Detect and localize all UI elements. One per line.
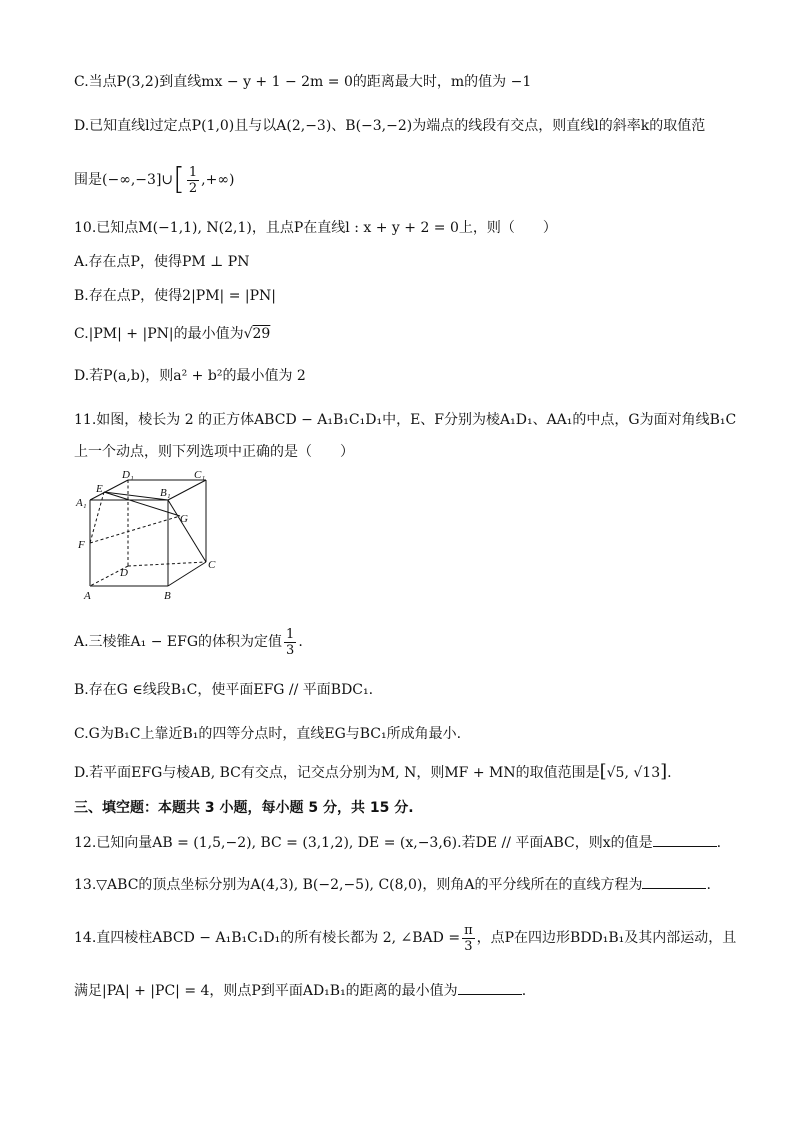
label-a1: A₁ — [76, 497, 87, 509]
q14-prefix: 14.直四棱柱ABCD − A₁B₁C₁D₁的所有棱长都为 2, ∠BAD = — [74, 930, 461, 946]
q11-option-a — [74, 622, 303, 662]
cube-solid-edges — [90, 480, 206, 586]
q13-text: 13.▽ABC的顶点坐标分别为A(4,3), B(−2,−5), C(8,0)，则角A的平分线所在的直线方程为 — [74, 877, 643, 893]
q9-d-frac-den: 2 — [188, 180, 198, 196]
q10-option-d: D.若P(a,b)，则a² + b²的最小值为 2 — [74, 368, 306, 384]
q13-answer-blank[interactable] — [642, 874, 706, 889]
q9-option-c: C.当点P(3,2)到直线mx − y + 1 − 2m = 0的距离最大时，m的值为 −1 — [74, 74, 532, 90]
label-f: F — [78, 539, 85, 551]
q11-a-suffix: . — [298, 634, 303, 650]
q11-a-prefix: A.三棱锥A₁ − EFG的体积为定值 — [74, 634, 283, 650]
q14-line1 — [74, 918, 736, 958]
q12-end: . — [716, 835, 722, 851]
q10-option-c — [74, 324, 270, 344]
q12-answer-blank[interactable] — [653, 832, 717, 847]
q11-a-frac-num: 1 — [286, 626, 295, 642]
q11-option-d — [74, 762, 672, 783]
q10-stem: 10.已知点M(−1,1), N(2,1)，且点P在直线l : x + y + 2 = 0上，则（ ） — [74, 220, 557, 236]
q11-d-prefix: D.若平面EFG与棱AB, BC有交点，记交点分别为M, N，则MF + MN的取值范围是 — [74, 765, 600, 781]
q12 — [74, 832, 721, 853]
q13 — [74, 874, 711, 895]
q11-d-bracket-open: [ — [599, 761, 607, 782]
q11-stem-line1: 11.如图，棱长为 2 的正方体ABCD − A₁B₁C₁D₁中，E、F分别为棱A₁D₁、AA₁的中点，G为面对角线B₁C — [74, 412, 737, 428]
label-d: D — [120, 567, 128, 579]
q11-a-fraction — [284, 627, 296, 658]
q11-d-range: √5, √13 — [606, 765, 661, 781]
q9-d-fraction — [187, 165, 199, 196]
q14-end: . — [521, 983, 527, 999]
label-c: C — [208, 559, 216, 571]
label-b1: B₁ — [160, 487, 171, 499]
q9-option-d-line1: D.已知直线l过定点P(1,0)且与以A(2,−3)、B(−3,−2)为端点的线段有交点，则直线l的斜率k的取值范 — [74, 118, 706, 134]
q14-frac-num: π — [464, 922, 473, 938]
label-e: E — [96, 483, 103, 495]
label-g: G — [180, 513, 188, 525]
q11-a-frac-den: 3 — [286, 642, 295, 658]
q14-line2-text: 满足|PA| + |PC| = 4，则点P到平面AD₁B₁的距离的最小值为 — [74, 983, 458, 999]
q10-c-radicand: 29 — [252, 326, 271, 342]
q9-d-frac-num: 1 — [188, 164, 198, 180]
q14-line2 — [74, 980, 526, 1001]
q14-answer-blank[interactable] — [458, 980, 522, 995]
q9-d-bracket: [ — [173, 162, 185, 197]
q11-option-c: C.G为B₁C上靠近B₁的四等分点时，直线EG与BC₁所成角最小. — [74, 726, 462, 742]
label-d1: D₁ — [122, 469, 134, 481]
q11-d-suffix: . — [667, 765, 672, 781]
label-c1: C₁ — [194, 469, 206, 481]
label-b: B — [164, 590, 171, 602]
q12-text: 12.已知向量AB = (1,5,−2), BC = (3,1,2), DE = (x,−3,6).若DE // 平面ABC，则x的值是 — [74, 835, 653, 851]
q9-d-suffix: ,+∞) — [201, 172, 235, 188]
q11-d-bracket-close: ] — [660, 761, 668, 782]
q14-frac-den: 3 — [464, 938, 473, 954]
label-a: A — [84, 590, 91, 602]
section-3-title: 三、填空题：本题共 3 小题，每小题 5 分，共 15 分. — [74, 800, 414, 816]
q9-option-d-line2 — [74, 160, 234, 200]
q14-suffix: ，点P在四边形BDD₁B₁及其内部运动，且 — [476, 930, 737, 946]
q9-d-prefix: 围是(−∞,−3]∪ — [74, 172, 174, 188]
q14-fraction — [462, 923, 475, 954]
q10-c-prefix: C.|PM| + |PN|的最小值为√ — [74, 326, 253, 342]
cube-figure — [70, 468, 230, 608]
q11-stem-line2: 上一个动点，则下列选项中正确的是（ ） — [74, 444, 354, 460]
q10-option-b: B.存在点P，使得2|PM| = |PN| — [74, 288, 276, 304]
q10-option-a: A.存在点P，使得PM ⊥ PN — [74, 254, 250, 270]
q11-option-b: B.存在G ∈线段B₁C，使平面EFG // 平面BDC₁. — [74, 682, 374, 698]
q13-end: . — [706, 877, 711, 893]
